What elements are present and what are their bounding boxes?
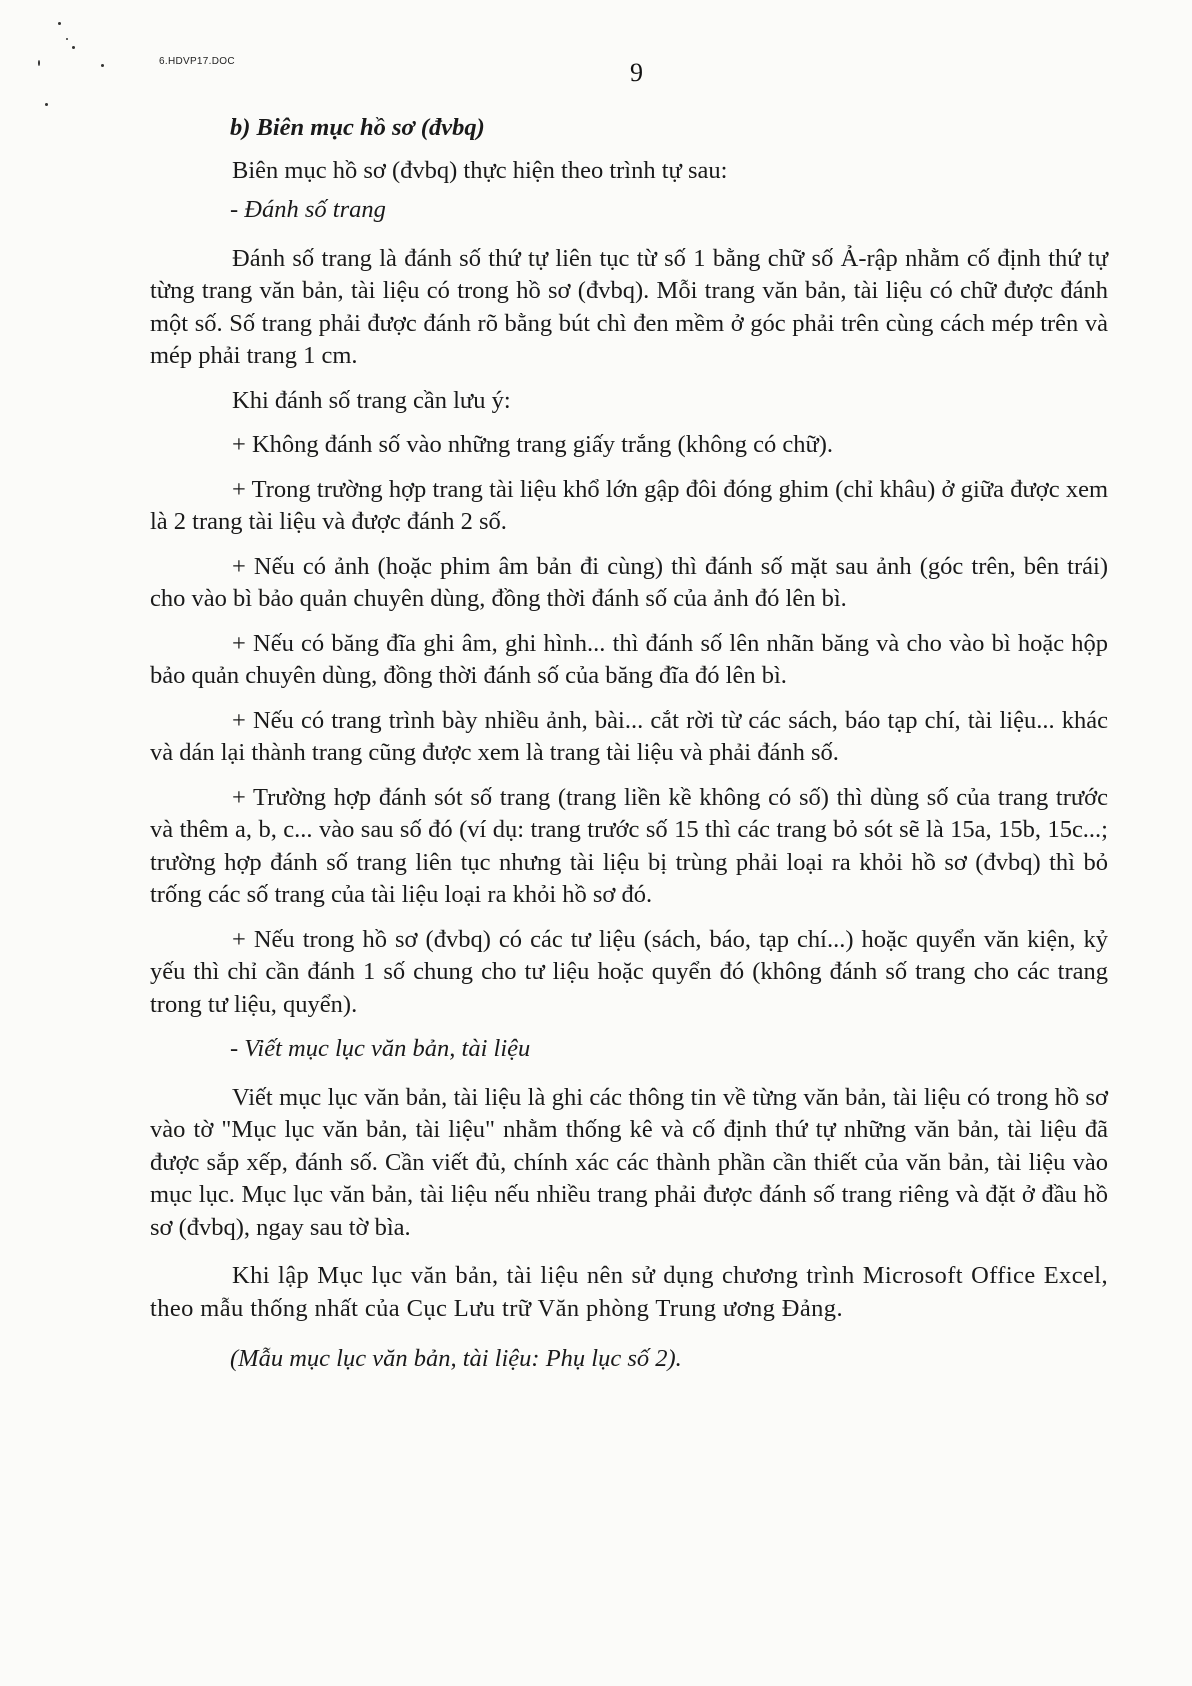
section-heading: b) Biên mục hồ sơ (đvbq) <box>230 114 485 141</box>
page-number: 9 <box>630 58 643 87</box>
scan-speck <box>66 38 68 40</box>
subsection-title-table-of-contents: - Viết mục lục văn bản, tài liệu <box>230 1035 531 1062</box>
note-item: + Trường hợp đánh sót số trang (trang liền kề không có số) thì dùng số của trang trước và thêm a, b, c... vào sau số đó (ví dụ: trang trước số 15 thì các trang bỏ sót sẽ là 15a, 15b, 15c...; trường hợp đánh số trang liên tục nhưng tài liệu bị trùng phải loại ra khỏi hồ sơ (đvbq) thì bỏ trống các số trang của tài liệu loại ra khỏi hồ sơ đó. <box>150 783 1108 908</box>
document-filename: 6.HDVP17.DOC <box>159 56 235 67</box>
note-item: + Nếu có trang trình bày nhiều ảnh, bài... cắt rời từ các sách, báo tạp chí, tài liệu... khác và dán lại thành trang cũng được xem là trang tài liệu và phải đánh số. <box>150 706 1108 766</box>
scan-speck <box>58 22 61 25</box>
scan-speck <box>101 64 104 67</box>
paragraph-excel-usage: Khi lập Mục lục văn bản, tài liệu nên sử dụng chương trình Microsoft Office Excel, theo mẫu thống nhất của Cục Lưu trữ Văn phòng Trung ương Đảng. <box>150 1262 1108 1322</box>
note-item: + Nếu có ảnh (hoặc phim âm bản đi cùng) thì đánh số mặt sau ảnh (góc trên, bên trái) cho vào bì bảo quản chuyên dùng, đồng thời đánh số của ảnh đó lên bì. <box>150 552 1108 612</box>
scan-speck <box>72 46 75 49</box>
paragraph-page-numbering: Đánh số trang là đánh số thứ tự liên tục từ số 1 bằng chữ số Ả-rập nhằm cố định thứ tự từng trang văn bản, tài liệu có trong hồ sơ (đvbq). Mỗi trang văn bản, tài liệu có chữ được đánh một số. Số trang phải được đánh rõ bằng bút chì đen mềm ở góc phải trên cùng cách mép trên và mép phải trang 1 cm. <box>150 244 1108 369</box>
scan-speck <box>45 103 48 106</box>
subsection-title-page-numbering: - Đánh số trang <box>230 196 386 223</box>
section-intro: Biên mục hồ sơ (đvbq) thực hiện theo trình tự sau: <box>232 156 728 184</box>
notes-intro: Khi đánh số trang cần lưu ý: <box>232 386 511 414</box>
note-item: + Nếu có băng đĩa ghi âm, ghi hình... thì đánh số lên nhãn băng và cho vào bì hoặc hộp bảo quản chuyên dùng, đồng thời đánh số của băng đĩa đó lên bì. <box>150 629 1108 689</box>
paragraph-table-of-contents: Viết mục lục văn bản, tài liệu là ghi các thông tin về từng văn bản, tài liệu có trong hồ sơ vào tờ "Mục lục văn bản, tài liệu" nhằm thống kê và cố định thứ tự những văn bản, tài liệu đã được sắp xếp, đánh số. Cần viết đủ, chính xác các thành phần cần thiết của văn bản, tài liệu vào mục lục. Mục lục văn bản, tài liệu nếu nhiều trang phải được đánh số trang riêng và đặt ở đầu hồ sơ (đvbq), ngay sau tờ bìa. <box>150 1083 1108 1241</box>
document-body <box>150 112 1108 1376</box>
scan-speck <box>38 60 40 66</box>
appendix-reference-note: (Mẫu mục lục văn bản, tài liệu: Phụ lục số 2). <box>230 1345 682 1372</box>
note-item: + Không đánh số vào những trang giấy trắng (không có chữ). <box>232 431 834 458</box>
note-item: + Nếu trong hồ sơ (đvbq) có các tư liệu (sách, báo, tạp chí...) hoặc quyển văn kiện, kỷ yếu thì chỉ cần đánh 1 số chung cho tư liệu hoặc quyển đó (không đánh số trang cho các trang trong tư liệu, quyển). <box>150 925 1108 1018</box>
note-item: + Trong trường hợp trang tài liệu khổ lớn gập đôi đóng ghim (chỉ khâu) ở giữa được xem là 2 trang tài liệu và được đánh 2 số. <box>150 475 1108 535</box>
